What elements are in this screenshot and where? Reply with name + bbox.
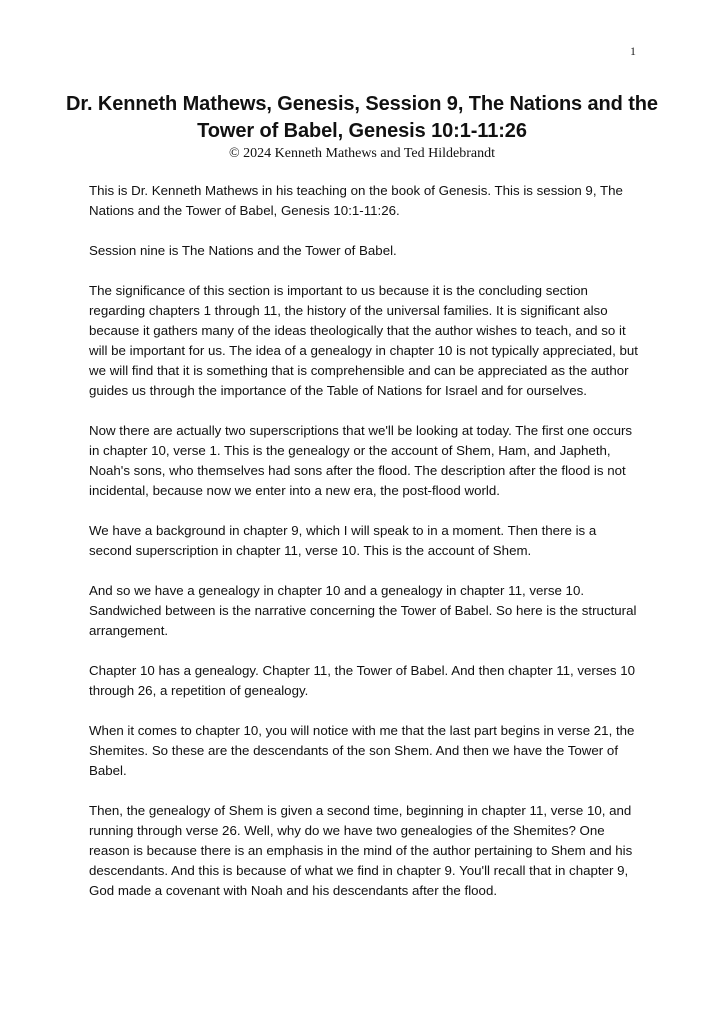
document-title: Dr. Kenneth Mathews, Genesis, Session 9, The Nations and the Tower of Babel, Genesis 10:1-11:26 (66, 93, 658, 142)
copyright-line: © 2024 Kenneth Mathews and Ted Hildebrandt (228, 146, 495, 161)
paragraph: We have a background in chapter 9, which I will speak to in a moment. Then there is a second superscription in chapter 11, verse 10. This is the account of Shem. (89, 523, 597, 558)
paragraph: Then, the genealogy of Shem is given a second time, beginning in chapter 11, verse 10, and running through verse 26. Well, why do we have two genealogies of the Shemites? One reason is because there is an emphasis in the mind of the author pertaining to Shem and his descendants. And this is because of what we find in chapter 9. You'll recall that in chapter 9, God made a covenant with Noah and his descendants after the flood. (89, 803, 633, 898)
page-number: 1 (630, 44, 636, 58)
paragraph: When it comes to chapter 10, you will notice with me that the last part begins in verse 21, the Shemites. So these are the descendants of the son Shem. And then we have the Tower of Babel. (89, 723, 635, 778)
paragraph: And so we have a genealogy in chapter 10 and a genealogy in chapter 11, verse 10. Sandwiched between is the narrative concerning the Tower of Babel. So here is the structural arrangement. (89, 583, 637, 638)
paragraph: Chapter 10 has a genealogy. Chapter 11, the Tower of Babel. And then chapter 11, verses 10 through 26, a repetition of genealogy. (89, 663, 636, 698)
paragraph: Session nine is The Nations and the Tower of Babel. (89, 243, 397, 258)
document-body (89, 181, 641, 921)
paragraph: This is Dr. Kenneth Mathews in his teaching on the book of Genesis. This is session 9, The Nations and the Tower of Babel, Genesis 10:1-11:26. (89, 183, 623, 218)
title-block (60, 91, 664, 162)
paragraph: Now there are actually two superscriptions that we'll be looking at today. The first one occurs in chapter 10, verse 1. This is the genealogy or the account of Shem, Ham, and Japheth, Noah's sons, who themselves had sons after the flood. The description after the flood is not incidental, because now we enter into a new era, the post-flood world. (89, 423, 633, 498)
paragraph: The significance of this section is important to us because it is the concluding section regarding chapters 1 through 11, the history of the universal families. It is significant also because it gathers many of the ideas theologically that the author wishes to teach, and so it will be important for us. The idea of a genealogy in chapter 10 is not typically appreciated, but we will find that it is something that is comprehensible and can be appreciated as the author guides us through the importance of the Table of Nations for Israel and for ourselves. (89, 283, 638, 398)
